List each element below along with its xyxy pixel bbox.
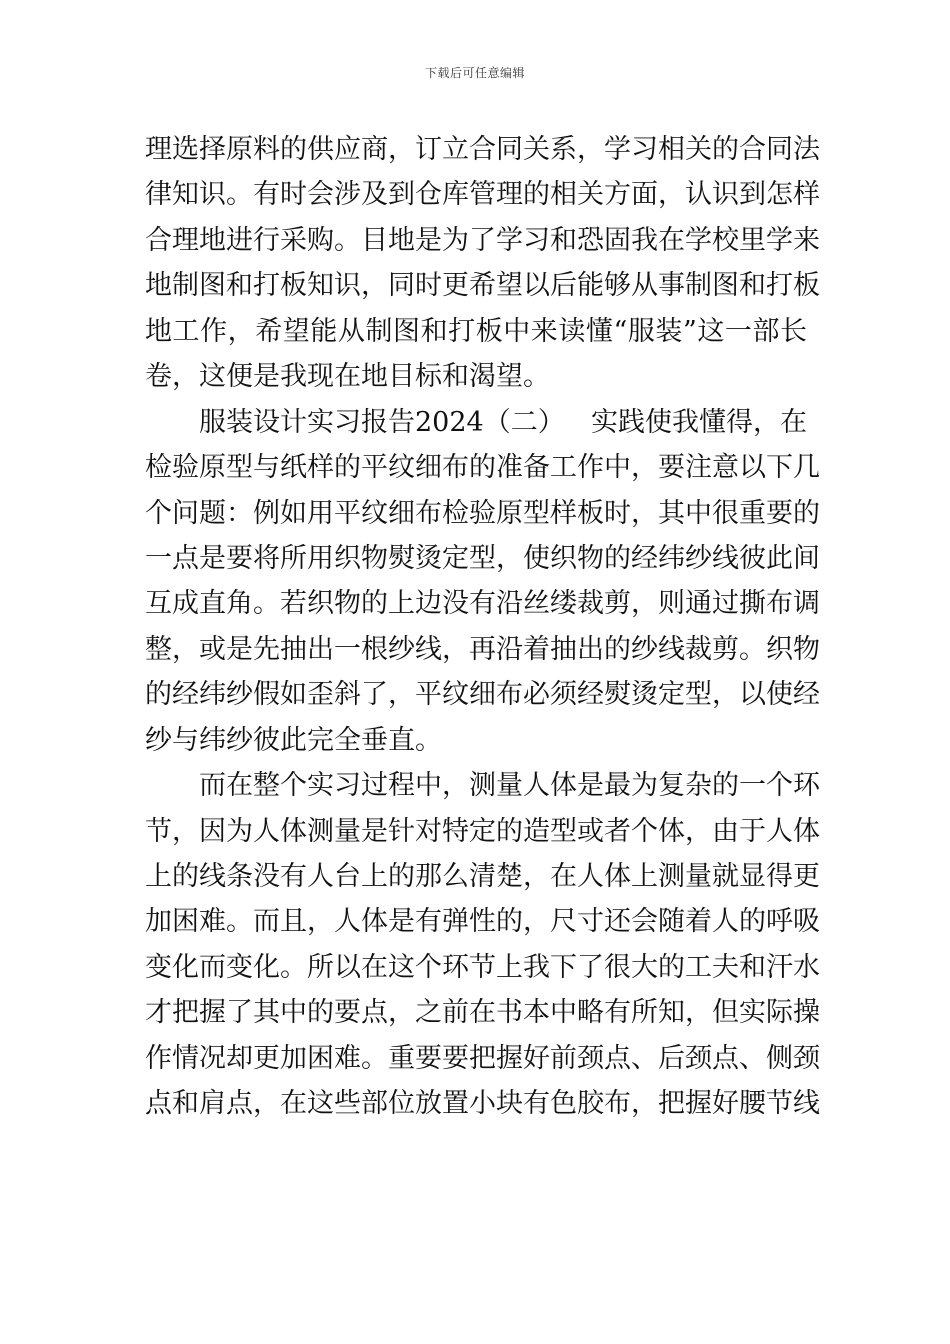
- text-line: 互成直角。若织物的上边没有沿丝缕裁剪，则通过撕布调: [145, 588, 820, 620]
- text-line: 合理地进行采购。目地是为了学习和恐固我在学校里学来: [145, 224, 820, 256]
- text-line: 作情况却更加困难。重要要把握好前颈点、后颈点、侧颈: [145, 1042, 820, 1074]
- text-line: 地制图和打板知识，同时更希望以后能够从事制图和打板: [145, 270, 820, 302]
- text-segment: 实践使我懂得，在: [591, 406, 807, 438]
- text-line: 整，或是先抽出一根纱线，再沿着抽出的纱线裁剪。织物: [145, 633, 820, 665]
- text-line: 才把握了其中的要点，之前在书本中略有所知，但实际操: [145, 997, 820, 1029]
- section-heading: 服装设计实习报告2024（二）: [199, 406, 565, 438]
- paragraph-2: [145, 400, 820, 764]
- text-line: 纱与纬纱彼此完全垂直。: [145, 724, 442, 756]
- text-line: 检验原型与纸样的平纹细布的准备工作中，要注意以下几: [145, 452, 820, 484]
- text-line: 理选择原料的供应商，订立合同关系，学习相关的合同法: [145, 134, 820, 165]
- text-line: 地工作，希望能从制图和打板中来读懂“服装”这一部长: [145, 315, 807, 347]
- text-line: 一点是要将所用织物熨烫定型，使织物的经纬纱线彼此间: [145, 542, 820, 574]
- text-line: 上的线条没有人台上的那么清楚，在人体上测量就显得更: [145, 861, 820, 892]
- text-line: 卷，这便是我现在地目标和渴望。: [145, 361, 550, 393]
- document-body: [145, 127, 820, 1127]
- text-line: 个问题：例如用平纹细布检验原型样板时，其中很重要的: [145, 497, 820, 529]
- text-line: 律知识。有时会涉及到仓库管理的相关方面，认识到怎样: [145, 179, 820, 211]
- text-line: 加困难。而且，人体是有弹性的，尺寸还会随着人的呼吸: [145, 906, 820, 938]
- paragraph-1: [145, 127, 820, 400]
- text-line: 点和肩点，在这些部位放置小块有色胶布，把握好腰节线: [145, 1088, 820, 1120]
- text-line: 变化而变化。所以在这个环节上我下了很大的工夫和汗水: [145, 951, 820, 983]
- text-line: 的经纬纱假如歪斜了，平纹细布必须经熨烫定型，以使经: [145, 679, 820, 711]
- paragraph-3: [145, 763, 820, 1127]
- heading-line: [145, 400, 807, 445]
- page-header: 下载后可任意编辑: [424, 66, 525, 80]
- text-line: 而在整个实习过程中，测量人体是最为复杂的一个环: [199, 770, 820, 802]
- text-line: 节，因为人体测量是针对特定的造型或者个体，由于人体: [145, 815, 820, 847]
